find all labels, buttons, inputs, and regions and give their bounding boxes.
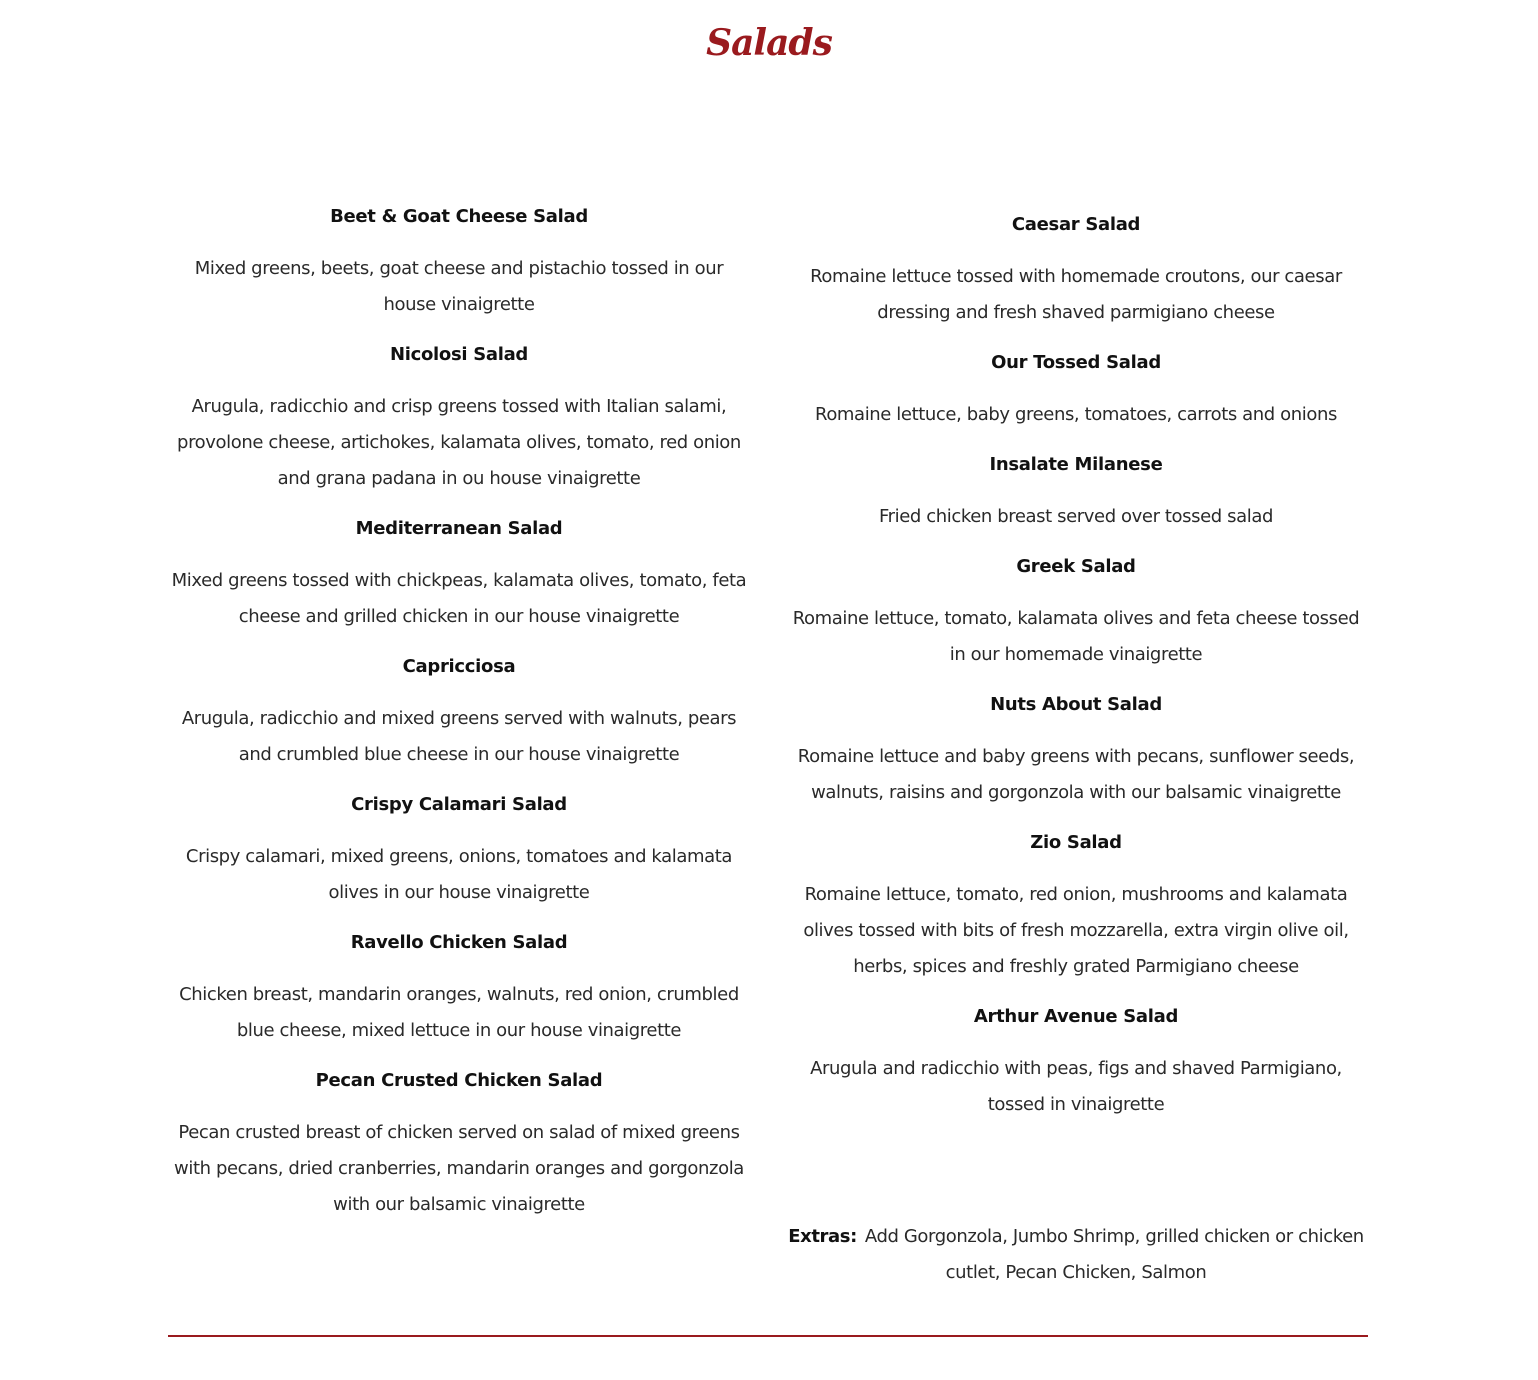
- menu-item: [785, 827, 1367, 985]
- menu-item: [168, 927, 750, 1049]
- menu-item: [168, 201, 750, 323]
- menu-item-name: Arthur Avenue Salad: [973, 1006, 1179, 1027]
- menu-item-description: Pecan crusted breast of chicken served on salad of mixed greens with pecans, dried cranberries, mandarin oranges and gorgonzola with our balsamic vinaigrette: [174, 1122, 744, 1215]
- menu-item-name: Pecan Crusted Chicken Salad: [315, 1070, 603, 1091]
- menu-item-description: Romaine lettuce, baby greens, tomatoes, carrots and onions: [815, 404, 1337, 425]
- page-title: Salads: [706, 22, 832, 64]
- menu-item-description: Arugula and radicchio with peas, figs and shaved Parmigiano, tossed in vinaigrette: [810, 1058, 1342, 1115]
- menu-item-name: Our Tossed Salad: [991, 352, 1161, 373]
- menu-item-description: Romaine lettuce tossed with homemade croutons, our caesar dressing and fresh shaved parmigiano cheese: [810, 266, 1342, 323]
- menu-item-description: Mixed greens, beets, goat cheese and pistachio tossed in our house vinaigrette: [194, 258, 724, 315]
- extras-note: [785, 1219, 1367, 1291]
- menu-item-name: Nicolosi Salad: [389, 344, 529, 365]
- menu-item-description: Arugula, radicchio and mixed greens served with walnuts, pears and crumbled blue cheese in our house vinaigrette: [181, 708, 737, 765]
- menu-item-name: Nuts About Salad: [990, 694, 1162, 715]
- menu-item-description: Arugula, radicchio and crisp greens tossed with Italian salami, provolone cheese, artichokes, kalamata olives, tomato, red onion and grana padana in ou house vinaigrette: [177, 396, 741, 489]
- menu-item: [785, 209, 1367, 331]
- menu-item-name: Crispy Calamari Salad: [351, 794, 567, 815]
- footer-divider: [168, 1335, 1368, 1337]
- menu-item-name: Insalate Milanese: [989, 454, 1163, 475]
- menu-item: [785, 449, 1367, 535]
- menu-item: [785, 551, 1367, 673]
- menu-item: [785, 1001, 1367, 1123]
- menu-item-description: Romaine lettuce, tomato, kalamata olives and feta cheese tossed in our homemade vinaigrette: [792, 608, 1360, 665]
- menu-item-description: Mixed greens tossed with chickpeas, kalamata olives, tomato, feta cheese and grilled chicken in our house vinaigrette: [171, 570, 747, 627]
- menu-item: [168, 789, 750, 911]
- menu-item-description: Romaine lettuce and baby greens with pecans, sunflower seeds, walnuts, raisins and gorgonzola with our balsamic vinaigrette: [797, 746, 1355, 803]
- menu-item-name: Ravello Chicken Salad: [350, 932, 568, 953]
- menu-item: [785, 347, 1367, 433]
- menu-item-name: Capricciosa: [402, 656, 516, 677]
- extras-text: Add Gorgonzola, Jumbo Shrimp, grilled chicken or chicken cutlet, Pecan Chicken, Salmon: [864, 1226, 1364, 1283]
- menu-item-name: Beet & Goat Cheese Salad: [330, 206, 588, 227]
- menu-item: [168, 651, 750, 773]
- menu-item-description: Fried chicken breast served over tossed salad: [878, 506, 1274, 527]
- menu-item-name: Greek Salad: [1016, 556, 1136, 577]
- menu-item-name: Caesar Salad: [1011, 214, 1141, 235]
- menu-item-name: Mediterranean Salad: [355, 518, 563, 539]
- menu-column-left: [168, 201, 750, 1239]
- menu-column-right: [785, 209, 1367, 1139]
- menu-item-description: Chicken breast, mandarin oranges, walnuts, red onion, crumbled blue cheese, mixed lettuce in our house vinaigrette: [179, 984, 739, 1041]
- menu-item: [168, 1065, 750, 1223]
- menu-item-description: Romaine lettuce, tomato, red onion, mushrooms and kalamata olives tossed with bits of fresh mozzarella, extra virgin olive oil, herbs, spices and freshly grated Parmigiano cheese: [803, 884, 1349, 977]
- menu-item: [785, 689, 1367, 811]
- menu-item-description: Crispy calamari, mixed greens, onions, tomatoes and kalamata olives in our house vinaigrette: [185, 846, 733, 903]
- menu-item: [168, 513, 750, 635]
- menu-item-name: Zio Salad: [1030, 832, 1122, 853]
- extras-label: Extras:: [788, 1226, 857, 1247]
- menu-item: [168, 339, 750, 497]
